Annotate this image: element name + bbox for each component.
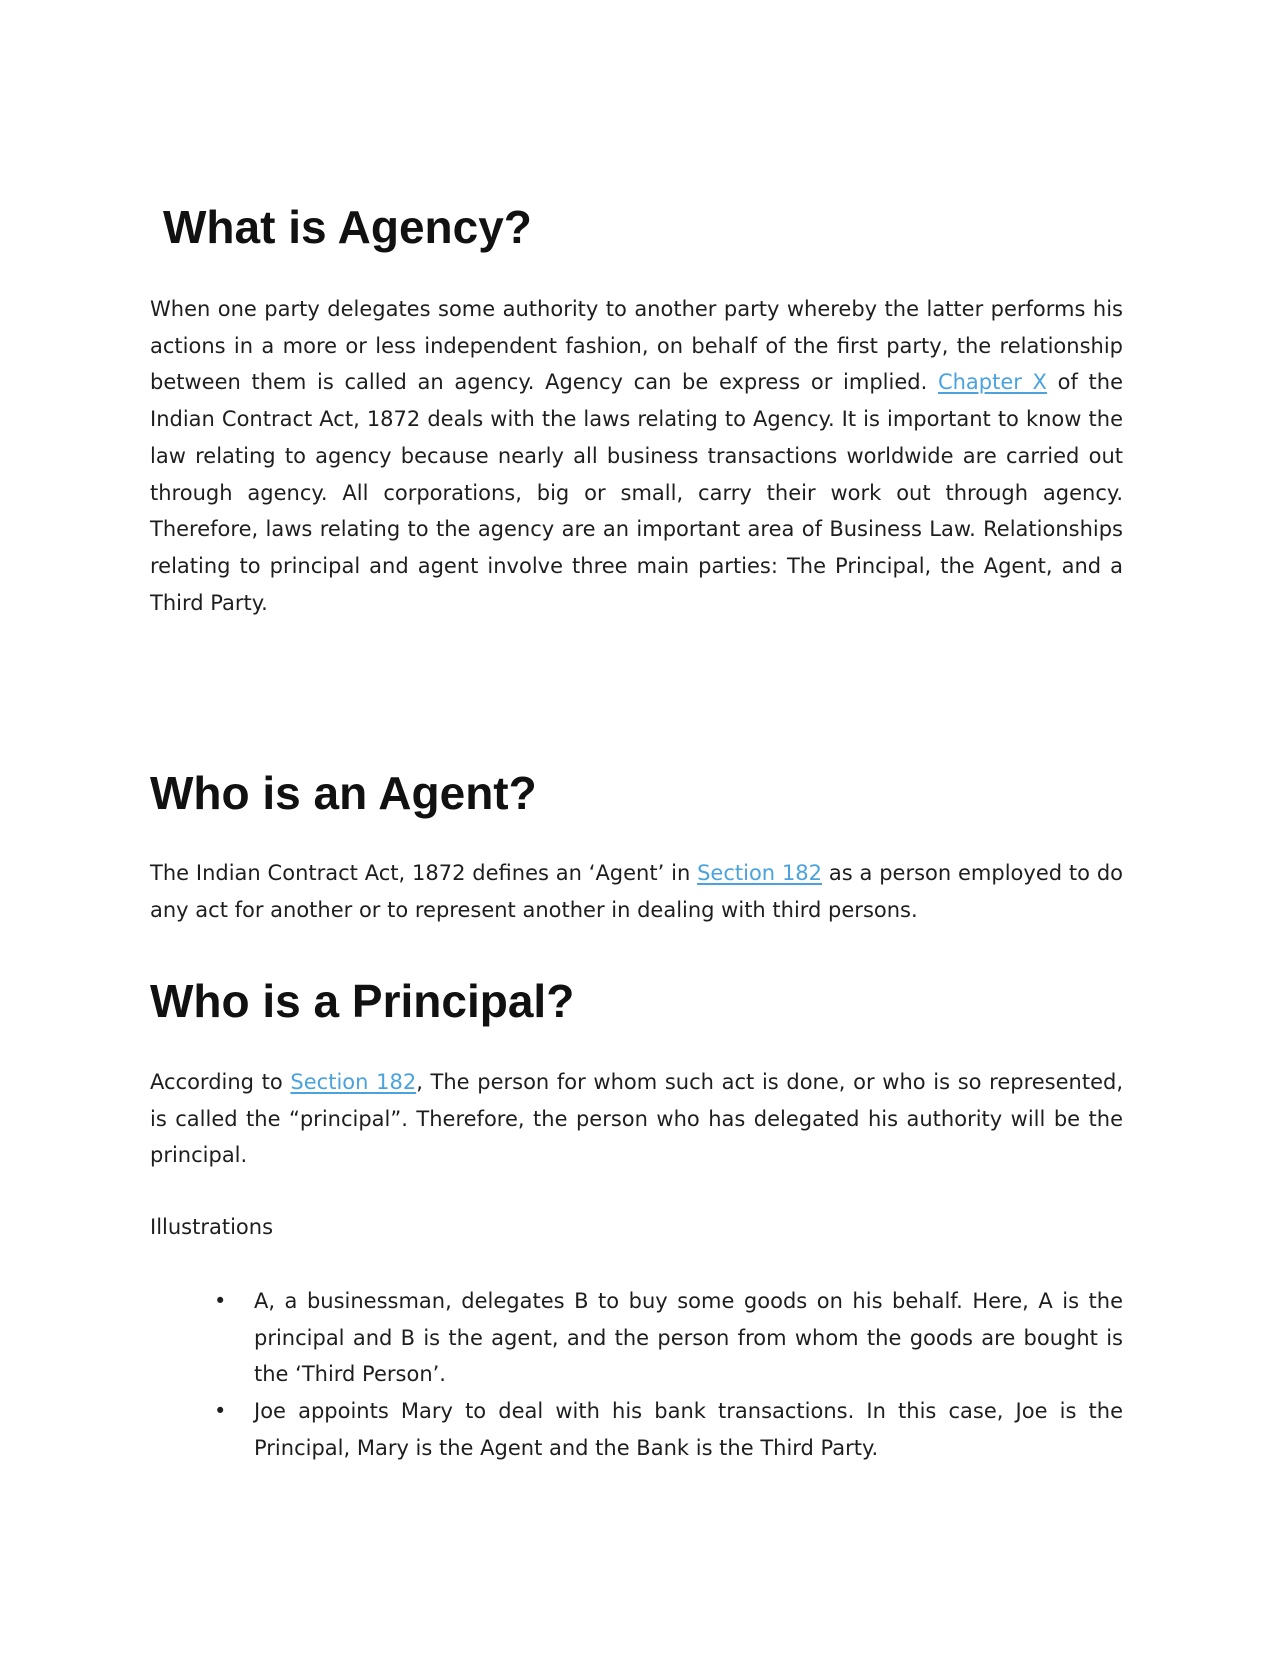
list-item-text: Joe appoints Mary to deal with his bank transactions. In this case, Joe is the Principal, Mary is the Agent and the Bank is the Third Party. xyxy=(254,1399,1123,1460)
heading-what-is-agency: What is Agency? xyxy=(163,201,532,253)
link-section-182-principal[interactable]: Section 182 xyxy=(290,1070,417,1094)
heading-who-is-a-principal: Who is a Principal? xyxy=(150,975,575,1027)
paragraph-agent xyxy=(150,855,1123,928)
list-item-text: A, a businessman, delegates B to buy some goods on his behalf. Here, A is the principal and B is the agent, and the person from whom the goods are bought is the ‘Third Person’. xyxy=(254,1289,1123,1387)
list-item xyxy=(150,1393,1123,1466)
paragraph-principal xyxy=(150,1064,1123,1174)
list-item xyxy=(150,1283,1123,1393)
bullet-icon: • xyxy=(214,1399,227,1424)
paragraph-principal-text-1: According to xyxy=(150,1070,291,1094)
bullet-icon: • xyxy=(214,1289,227,1313)
link-section-182-agent[interactable]: Section 182 xyxy=(697,861,823,885)
illustrations-label: Illustrations xyxy=(150,1215,274,1239)
paragraph-agent-text-1: The Indian Contract Act, 1872 defines an ‘Agent’ in xyxy=(150,861,698,885)
paragraph-agent-text-2: as a person employed to do any act for another or to represent another in dealing with third persons. xyxy=(150,861,1123,922)
paragraph-agency-text-1: When one party delegates some authority to another party whereby the latter performs his actions in a more or less independent fashion, on behalf of the first party, the relationship between them is called an agency. Agency can be express or implied. xyxy=(150,297,1123,395)
heading-who-is-an-agent: Who is an Agent? xyxy=(150,767,537,819)
illustrations-list xyxy=(150,1283,1123,1467)
link-chapter-x[interactable]: Chapter X xyxy=(937,370,1047,395)
paragraph-agency-text-2: of the Indian Contract Act, 1872 deals with the laws relating to Agency. It is important to know the law relating to agency because nearly all business transactions worldwide are carried out through agency. All corporations, big or small, carry their work out through agency. Therefore, laws relating to the agency are an important area of Business Law. Relationships relating to principal and agent involve three main parties: The Principal, the Agent, and a Third Party. xyxy=(150,370,1123,615)
paragraph-agency xyxy=(150,291,1123,621)
paragraph-principal-text-2: , The person for whom such act is done, or who is so represented, is called the “principal”. Therefore, the person who has delegated his authority will be the principal. xyxy=(150,1070,1123,1168)
